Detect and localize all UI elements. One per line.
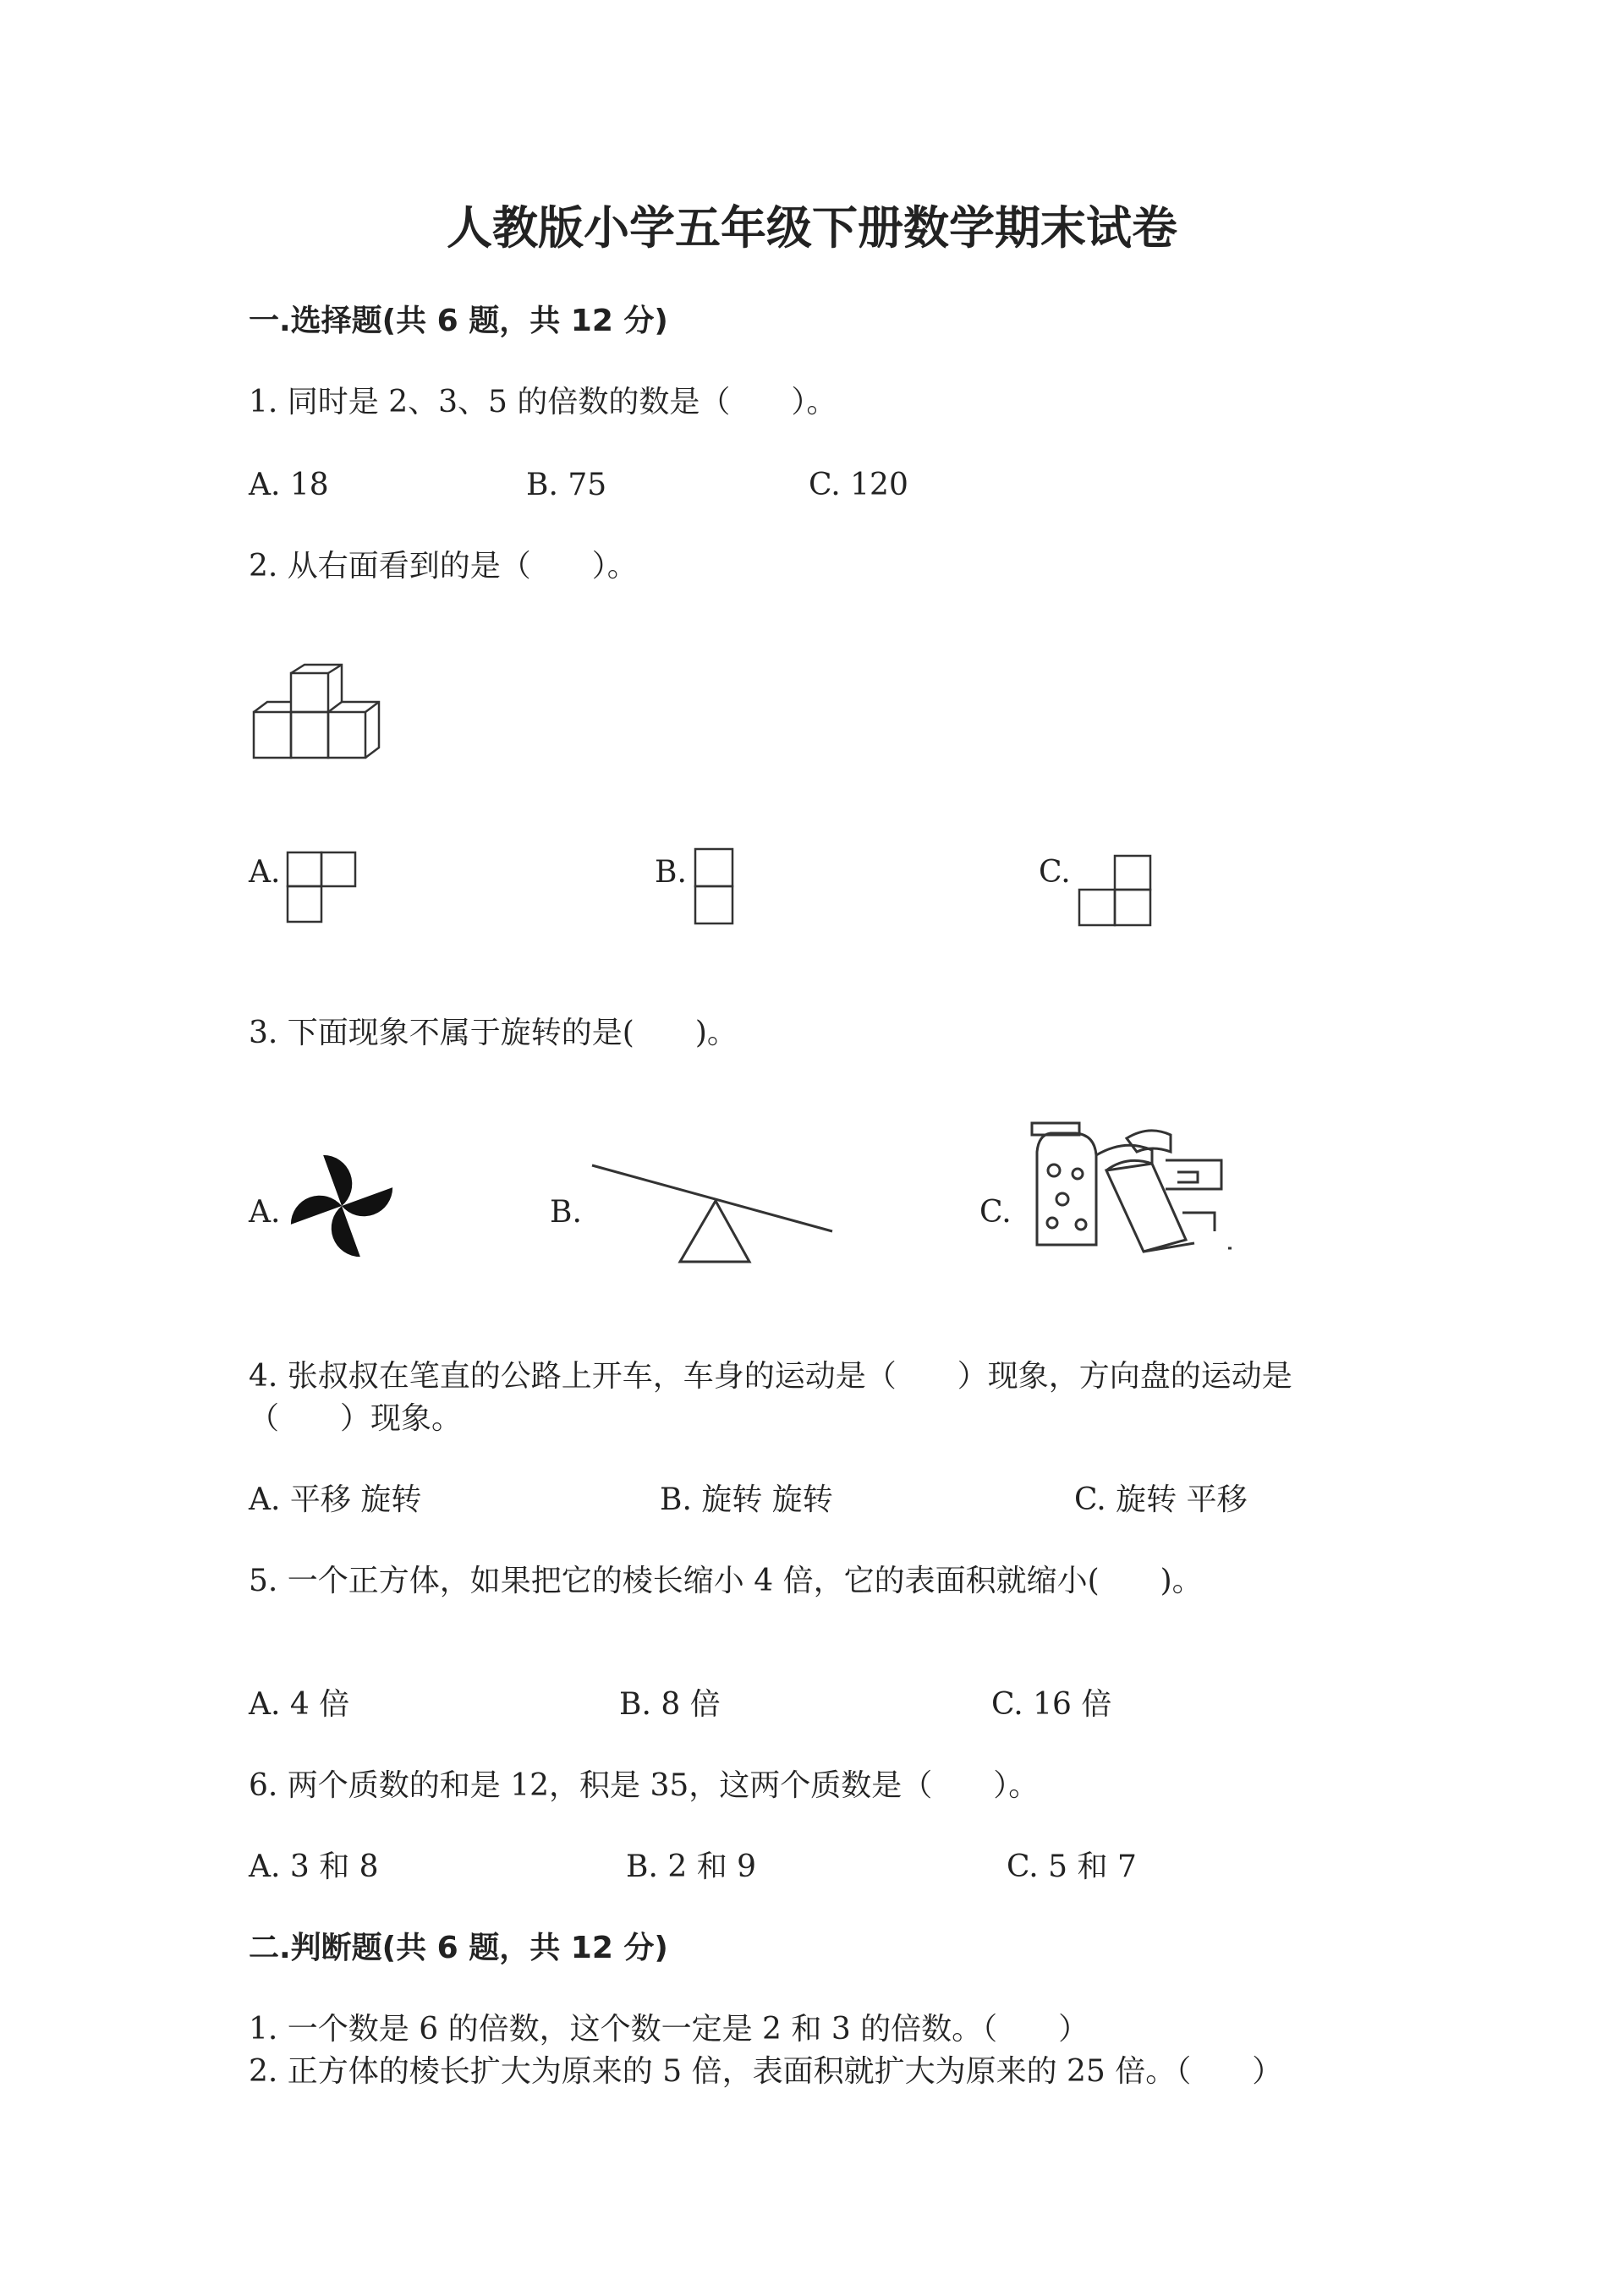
- judgment-question-1: 1. 一个数是 6 的倍数，这个数一定是 2 和 3 的倍数。（ ）: [249, 2012, 1089, 2047]
- question-1-text: 1. 同时是 2、3、5 的倍数的数是（ ）。: [249, 385, 837, 419]
- section-2-heading: 二.判断题(共 6 题，共 12 分): [249, 1931, 668, 1965]
- cube-stack-figure: [250, 663, 386, 761]
- question-3-option-c: C.: [979, 1195, 1012, 1230]
- question-4-option-a: A. 平移 旋转: [249, 1482, 422, 1517]
- question-5-option-a: A. 4 倍: [249, 1687, 350, 1722]
- question-5-text: 5. 一个正方体，如果把它的棱长缩小 4 倍，它的表面积就缩小( )。: [249, 1564, 1203, 1598]
- question-1-option-b: B. 75: [526, 468, 607, 502]
- question-3-option-a: A.: [249, 1195, 281, 1230]
- question-4-option-b: B. 旋转 旋转: [660, 1482, 833, 1517]
- question-4-text-line-1: 4. 张叔叔在笔直的公路上开车，车身的运动是（ ）现象，方向盘的运动是: [249, 1359, 1292, 1394]
- option-c-view-figure: [1076, 854, 1154, 927]
- question-1-option-a: A. 18: [249, 468, 329, 502]
- question-6-text: 6. 两个质数的和是 12，积是 35，这两个质数是（ ）。: [249, 1768, 1040, 1803]
- pinwheel-figure: [284, 1148, 399, 1263]
- question-2-option-a: A.: [249, 855, 281, 890]
- seesaw-figure: [589, 1160, 839, 1265]
- judgment-question-2: 2. 正方体的棱长扩大为原来的 5 倍，表面积就扩大为原来的 25 倍。（ ）: [249, 2054, 1283, 2089]
- question-6-option-a: A. 3 和 8: [249, 1849, 379, 1884]
- question-2-option-c: C.: [1039, 855, 1071, 890]
- question-1-option-c: C. 120: [809, 468, 908, 502]
- question-3-option-b: B.: [550, 1195, 582, 1230]
- page-title: 人教版小学五年级下册数学期末试卷: [447, 200, 1177, 255]
- slide-figure: [1025, 1121, 1233, 1265]
- question-5-option-c: C. 16 倍: [991, 1687, 1112, 1722]
- question-6-option-b: B. 2 和 9: [626, 1849, 757, 1884]
- question-2-option-b: B.: [655, 855, 687, 890]
- question-5-option-b: B. 8 倍: [619, 1687, 721, 1722]
- question-4-option-c: C. 旋转 平移: [1074, 1482, 1248, 1517]
- question-3-text: 3. 下面现象不属于旋转的是( )。: [249, 1016, 738, 1050]
- question-4-text-line-2: （ ）现象。: [249, 1401, 463, 1436]
- question-6-option-c: C. 5 和 7: [1007, 1849, 1137, 1884]
- option-a-view-figure: [286, 851, 357, 923]
- question-2-text: 2. 从右面看到的是（ ）。: [249, 549, 638, 584]
- option-b-view-figure: [694, 847, 734, 925]
- section-1-heading: 一.选择题(共 6 题，共 12 分): [249, 304, 668, 338]
